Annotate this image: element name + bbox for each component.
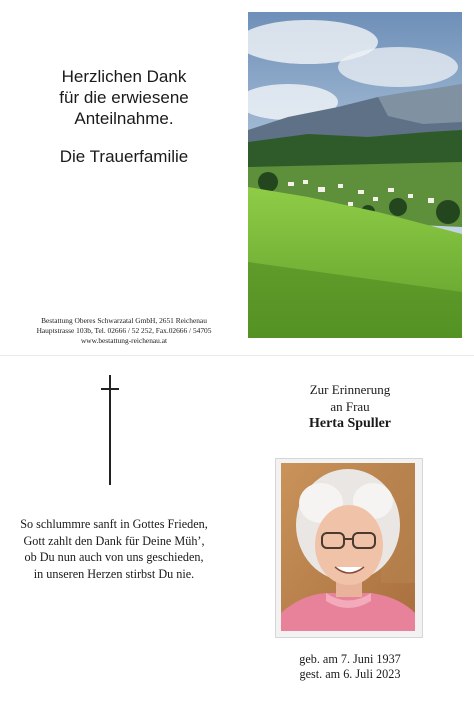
undertaker-info [0, 316, 248, 346]
family-signature: Die Trauerfamilie [59, 147, 189, 166]
thanks-line-2: für die erwiesene [59, 88, 189, 107]
memorial-salutation: an Frau [330, 399, 370, 414]
cross-icon-bar [101, 388, 119, 390]
memorial-poem [0, 516, 228, 582]
landscape-photo [248, 12, 462, 338]
poem-line: in unseren Herzen stirbst Du nie. [33, 566, 195, 581]
thanks-line-3: Anteilnahme. [74, 109, 174, 128]
card-fold-line [0, 355, 474, 356]
thanks-line-1: Herzlichen Dank [61, 67, 187, 86]
memorial-intro: Zur Erinnerung [309, 382, 391, 397]
poem-line: Gott zahlt den Dank für Deine Müh’, [23, 533, 205, 548]
undertaker-address: Hauptstrasse 103b, Tel. 02666 / 52 252, Fax.02666 / 54705 [36, 326, 212, 335]
poem-line: ob Du nun auch von uns geschieden, [24, 550, 204, 564]
portrait-photo [281, 463, 415, 631]
death-date: gest. am 6. Juli 2023 [299, 667, 401, 681]
thanks-message [0, 66, 248, 129]
cross-icon [109, 375, 111, 485]
undertaker-website: www.bestattung-reichenau.at [80, 336, 168, 345]
undertaker-name: Bestattung Oberes Schwarzatal GmbH, 2651 Reichenau [41, 316, 207, 325]
memorial-heading [262, 381, 438, 432]
poem-line: So schlummre sanft in Gottes Frieden, [20, 517, 208, 531]
birth-date: geb. am 7. Juni 1937 [299, 652, 401, 666]
deceased-name: Herta Spuller [308, 416, 392, 431]
life-dates [262, 652, 438, 682]
